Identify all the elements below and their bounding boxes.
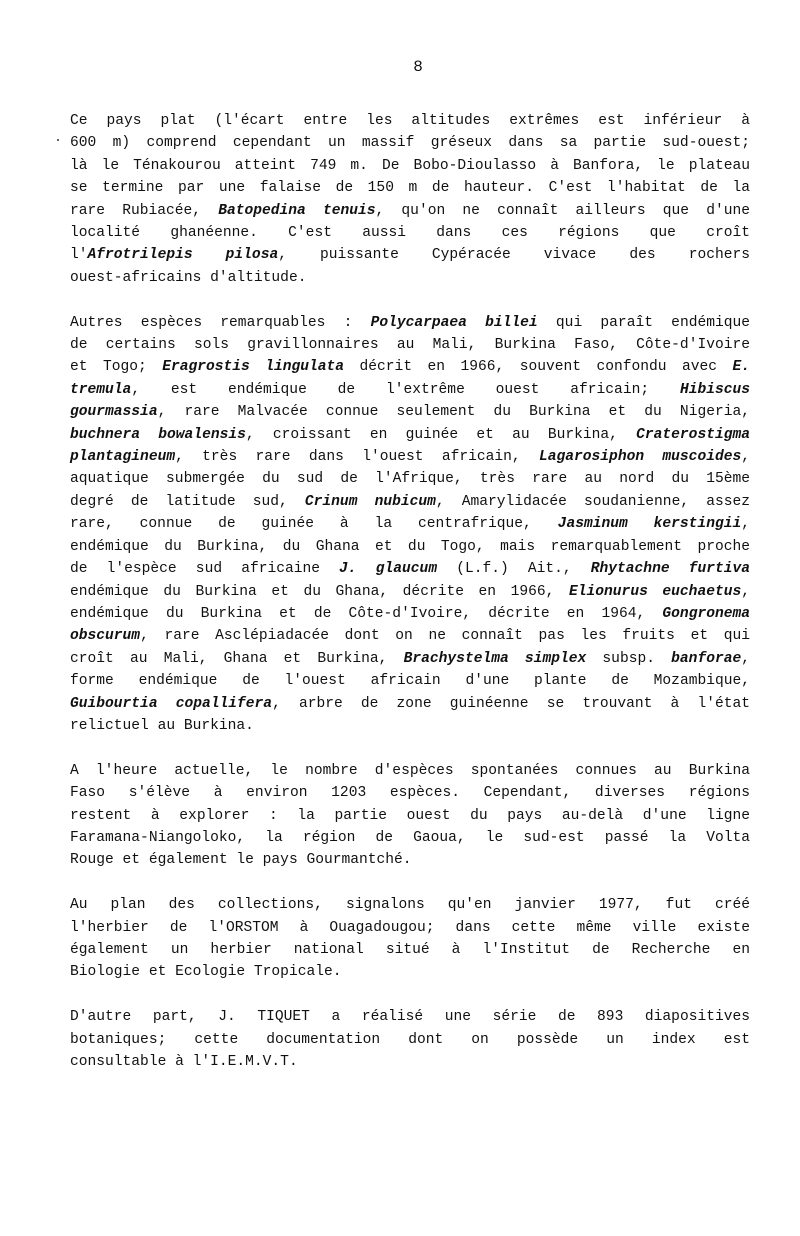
text-line <box>70 581 750 603</box>
text-run: endémique du Burkina et de Côte-d'Ivoire, décrite en 1964, <box>70 605 663 622</box>
text-line <box>70 312 750 334</box>
text-run: rare Rubiacée, <box>70 202 219 219</box>
text-run: subsp. <box>586 650 672 667</box>
text-line <box>70 513 750 535</box>
scan-speck <box>57 139 59 141</box>
body-text <box>70 110 750 1096</box>
paragraph-5 <box>70 1006 750 1073</box>
paragraph-4 <box>70 894 750 984</box>
text-run: Au plan des collections, signalons qu'en janvier 1977, fut créé <box>70 897 750 914</box>
text-line <box>70 110 750 132</box>
species-name: Elionurus euchaetus <box>569 583 742 600</box>
species-name: Eragrostis lingulata <box>162 359 345 376</box>
text-line <box>70 424 750 446</box>
species-name: Gongronema <box>662 605 750 622</box>
text-run: , <box>741 449 750 466</box>
text-line <box>70 356 750 378</box>
text-run: botaniques; cette documentation dont on possède un index est <box>70 1031 750 1048</box>
species-name: Afrotrilepis pilosa <box>87 247 279 264</box>
text-line <box>70 244 750 266</box>
text-run: , <box>741 650 750 667</box>
text-line <box>70 693 750 715</box>
text-line <box>70 379 750 401</box>
text-run: degré de latitude sud, <box>70 493 305 510</box>
text-line <box>70 267 750 289</box>
text-line <box>70 155 750 177</box>
text-run: Ce pays plat (l'écart entre les altitudes extrêmes est inférieur à <box>70 113 750 129</box>
text-line <box>70 132 750 154</box>
text-run: , qu'on ne connaît ailleurs que d'une <box>375 202 751 219</box>
text-run: , rare Asclépiadacée dont on ne connaît pas les fruits et qui <box>140 628 750 645</box>
text-run: , est endémique de l'extrême ouest africain; <box>131 381 680 398</box>
text-run: restent à explorer : la partie ouest du pays au-delà d'une ligne <box>70 807 750 824</box>
text-line <box>70 536 750 558</box>
species-name: plantagineum <box>70 449 176 466</box>
text-line <box>70 760 750 782</box>
text-line <box>70 334 750 356</box>
text-line <box>70 917 750 939</box>
text-run: , rare Malvacée connue seulement du Burkina et du Nigeria, <box>157 404 750 421</box>
species-name: Hibiscus <box>679 381 750 398</box>
text-line <box>70 782 750 804</box>
text-run: , puissante Cypéracée vivace des rochers <box>278 247 750 264</box>
text-line <box>70 558 750 580</box>
paragraph-2 <box>70 312 750 738</box>
species-name: Rhytachne furtiva <box>590 561 751 578</box>
text-run: (L.f.) Ait., <box>437 561 591 578</box>
text-run: Faramana-Niangoloko, la région de Gaoua, le sud-est passé la Volta <box>70 829 750 846</box>
text-line <box>70 200 750 222</box>
text-run: Biologie et Ecologie Tropicale. <box>70 964 342 981</box>
text-run: endémique du Burkina, du Ghana et du Togo, mais remarquablement proche <box>70 538 750 555</box>
species-name: J. glaucum <box>339 561 438 578</box>
text-line <box>70 648 750 670</box>
text-line <box>70 939 750 961</box>
species-name: Lagarosiphon muscoides <box>539 449 742 466</box>
page-number: 8 <box>413 58 423 76</box>
species-name: Craterostigma <box>636 426 750 443</box>
text-run: forme endémique de l'ouest africain d'une plante de Mozambique, <box>70 673 750 690</box>
text-run: ouest-africains d'altitude. <box>70 269 307 286</box>
text-run: de l'espèce sud africaine <box>70 561 340 578</box>
text-line <box>70 894 750 916</box>
text-run: décrit en 1966, souvent confondu avec <box>344 359 733 376</box>
text-line <box>70 827 750 849</box>
text-run: croît au Mali, Ghana et Burkina, <box>70 650 404 667</box>
paragraph-3 <box>70 760 750 872</box>
text-run: endémique du Burkina et du Ghana, décrite en 1966, <box>70 583 570 600</box>
paragraph-1 <box>70 110 750 289</box>
text-run: qui paraît endémique <box>537 314 751 331</box>
text-run: Rouge et également le pays Gourmantché. <box>70 852 412 869</box>
text-run: , <box>741 516 750 533</box>
species-name: Guibourtia copallifera <box>70 695 273 712</box>
species-name: Polycarpaea billei <box>370 314 538 331</box>
species-name: Crinum nubicum <box>304 493 436 510</box>
text-line <box>70 491 750 513</box>
text-run: aquatique submergée du sud de l'Afrique, très rare au nord du 15ème <box>70 471 750 488</box>
species-name: Batopedina tenuis <box>218 202 376 219</box>
text-run: D'autre part, J. TIQUET a réalisé une série de 893 diapositives <box>70 1009 750 1026</box>
text-line <box>70 1051 750 1073</box>
text-line <box>70 1006 750 1028</box>
text-run: de certains sols gravillonnaires au Mali, Burkina Faso, Côte-d'Ivoire <box>70 337 750 354</box>
text-run: et Togo; <box>70 359 163 376</box>
text-run: , Amarylidacée soudanienne, assez <box>435 493 750 510</box>
species-name: tremula <box>70 381 132 398</box>
text-run: relictuel au Burkina. <box>70 717 254 734</box>
text-run: Faso s'élève à environ 1203 espèces. Cependant, diverses régions <box>70 785 750 802</box>
text-run: A l'heure actuelle, le nombre d'espèces spontanées connues au Burkina <box>70 762 750 779</box>
species-name: Brachystelma simplex <box>403 650 587 667</box>
species-name: Jasminum kerstingii <box>557 516 742 533</box>
text-run: se termine par une falaise de 150 m de hauteur. C'est l'habitat de la <box>70 180 750 197</box>
text-run: également un herbier national situé à l'Institut de Recherche en <box>70 941 750 958</box>
species-name: obscurum <box>70 628 141 645</box>
text-run: , croissant en guinée et au Burkina, <box>245 426 637 443</box>
text-line <box>70 805 750 827</box>
text-run: , très rare dans l'ouest africain, <box>175 449 539 466</box>
text-run: l'herbier de l'ORSTOM à Ouagadougou; dans cette même ville existe <box>70 919 750 936</box>
text-line <box>70 222 750 244</box>
text-run: , <box>741 583 750 600</box>
text-line <box>70 446 750 468</box>
species-name: buchnera bowalensis <box>70 426 246 443</box>
text-line <box>70 603 750 625</box>
text-run: là le Ténakourou atteint 749 m. De Bobo-Dioulasso à Banfora, le plateau <box>70 157 750 174</box>
text-line <box>70 468 750 490</box>
text-line <box>70 401 750 423</box>
text-run: l' <box>70 247 88 264</box>
text-line <box>70 1029 750 1051</box>
species-name: E. <box>732 359 750 376</box>
text-line <box>70 177 750 199</box>
text-run: 600 m) comprend cependant un massif gréseux dans sa partie sud-ouest; <box>70 135 750 152</box>
species-name: gourmassia <box>70 404 158 421</box>
text-run: localité ghanéenne. C'est aussi dans ces régions que croît <box>70 225 750 242</box>
text-run: , arbre de zone guinéenne se trouvant à l'état <box>272 695 750 712</box>
text-line <box>70 715 750 737</box>
text-run: rare, connue de guinée à la centrafrique, <box>70 516 558 533</box>
species-name: banforae <box>671 650 742 667</box>
text-line <box>70 670 750 692</box>
text-line <box>70 849 750 871</box>
text-line <box>70 961 750 983</box>
text-line <box>70 625 750 647</box>
text-run: Autres espèces remarquables : <box>70 314 371 331</box>
text-run: consultable à l'I.E.M.V.T. <box>70 1054 298 1070</box>
